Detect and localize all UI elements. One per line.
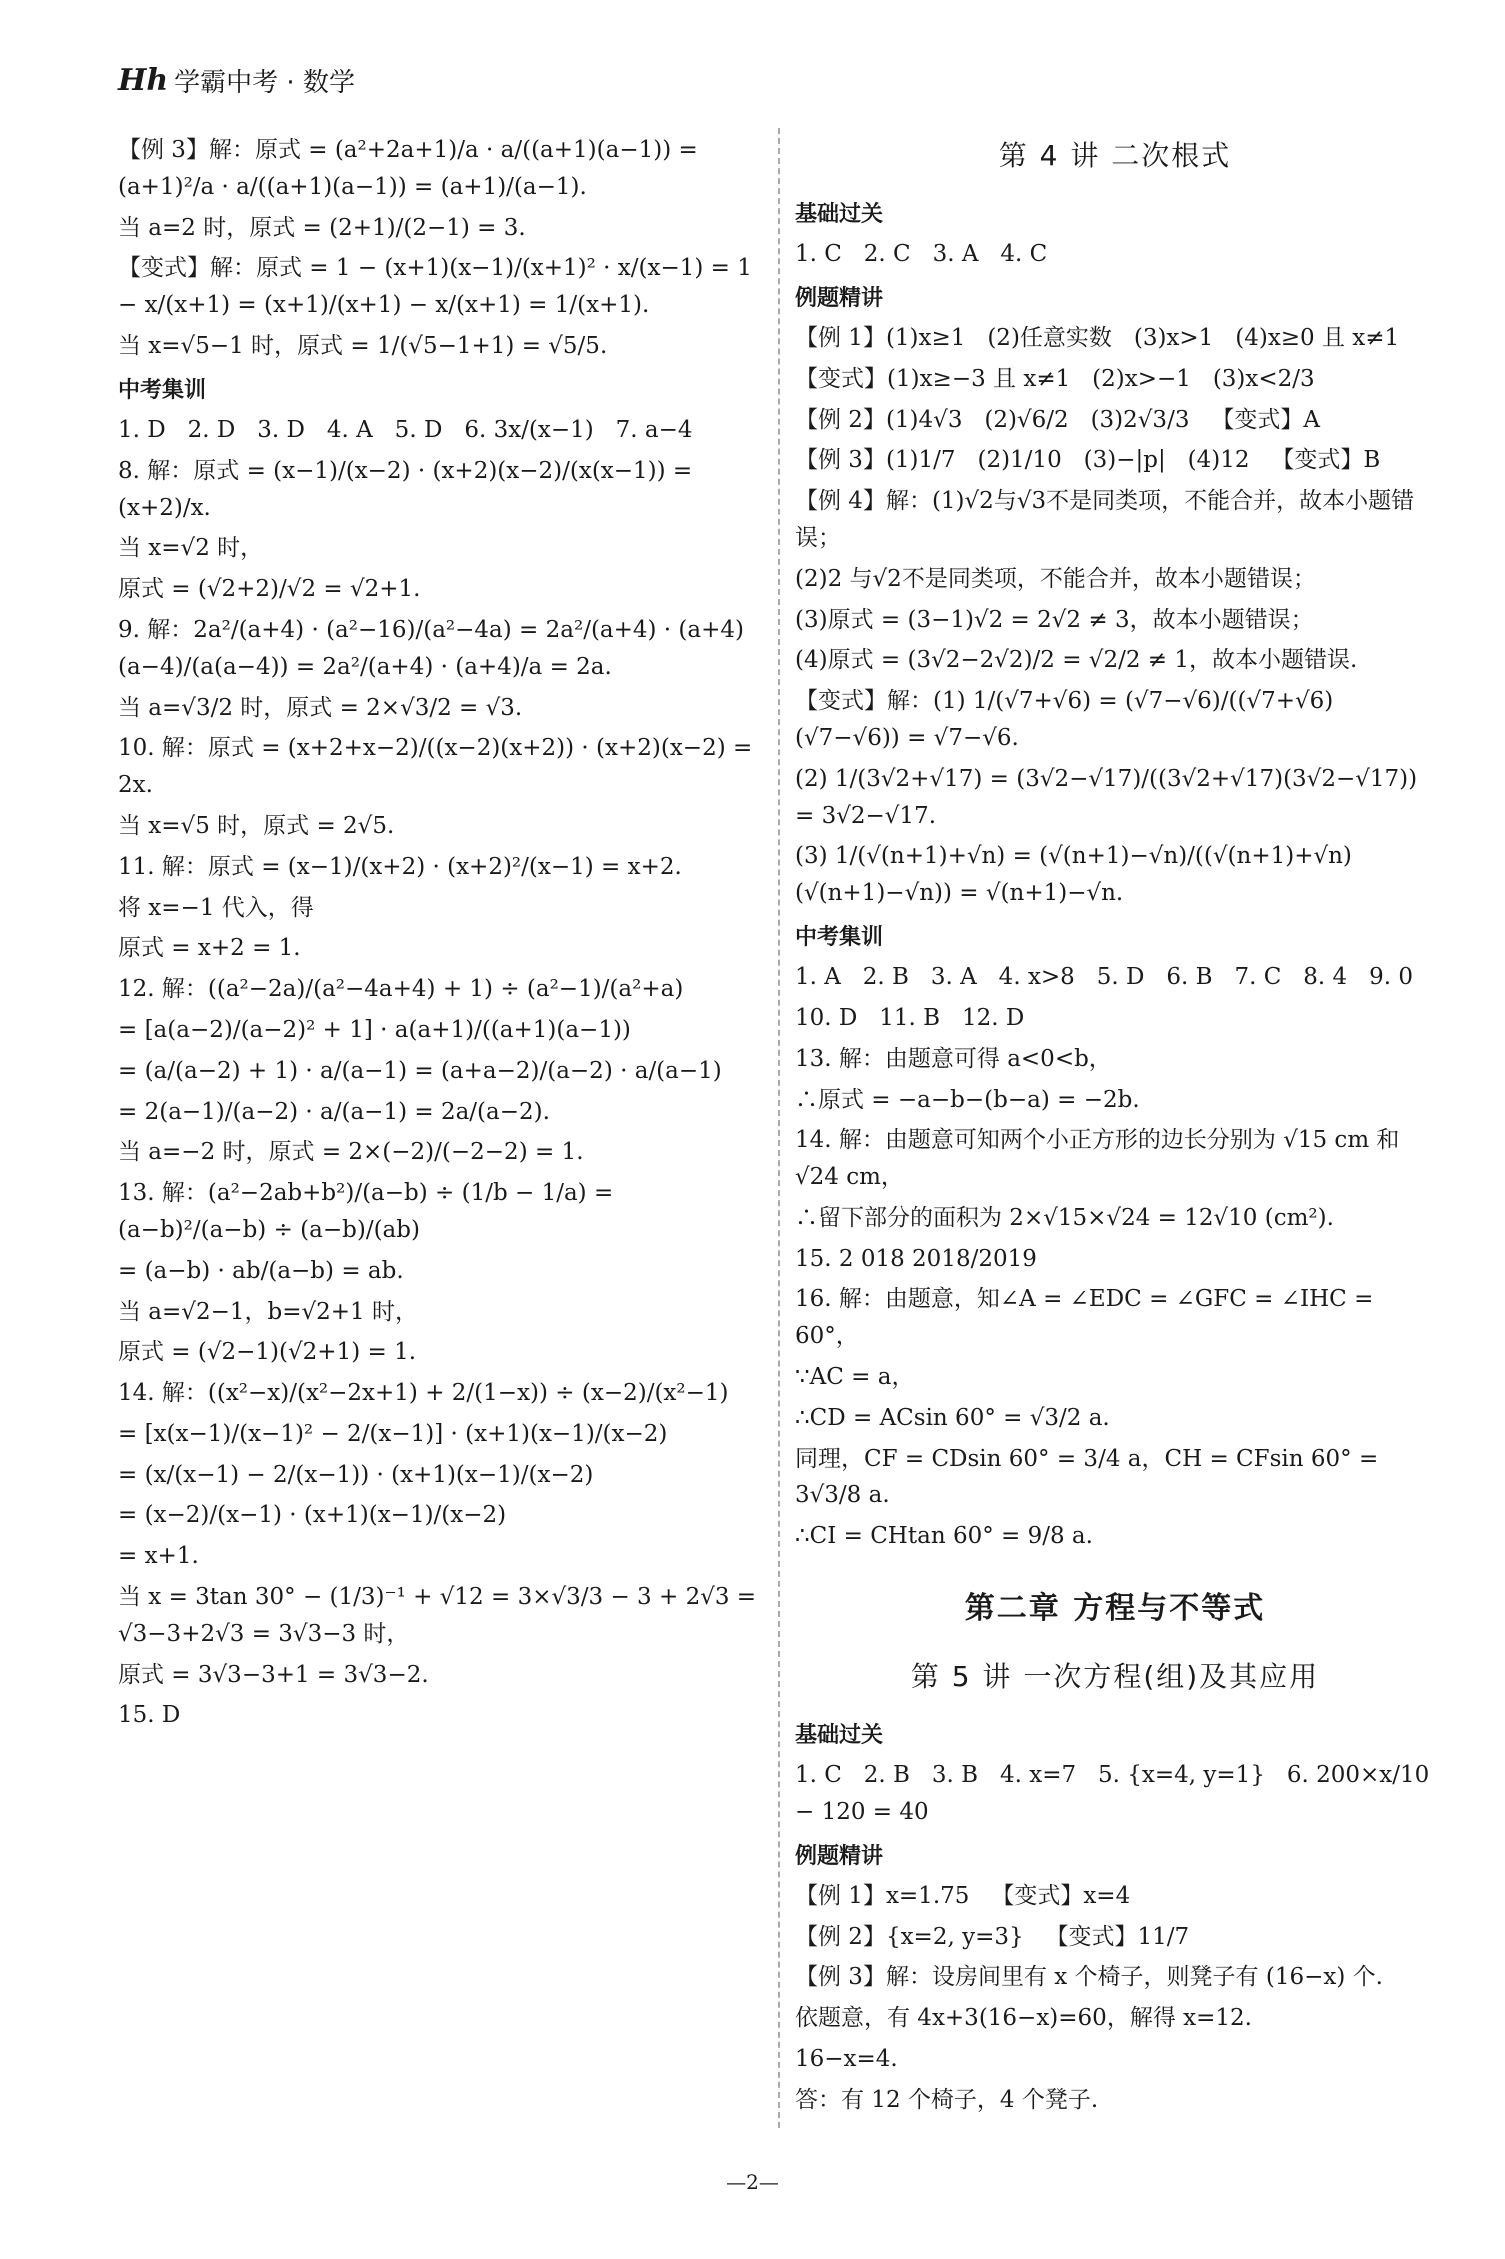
problem-16-line: ∴CI = CHtan 60° = 9/8 a. <box>795 1523 1093 1550</box>
section-heading-examples: 例题精讲 <box>795 285 884 311</box>
problem-10-line: 当 x=√5 时，原式 = 2√5. <box>118 812 395 839</box>
section-heading-basic: 基础过关 <box>795 1722 884 1748</box>
problem-12: 12. 解：((a²−2a)/(a²−4a+4) + 1) ÷ (a²−1)/(a²+a) <box>118 976 684 1003</box>
problem-14-line: = [x(x−1)/(x−1)² − 2/(x−1)] · (x+1)(x−1)/(x−2) <box>118 1420 668 1447</box>
problem-12-line: 当 a=−2 时，原式 = 2×(−2)/(−2−2) = 1. <box>118 1139 584 1166</box>
right-column <box>795 128 1435 2123</box>
problem-11-line: 原式 = x+2 = 1. <box>118 935 301 962</box>
section-heading-examples: 例题精讲 <box>795 1843 884 1869</box>
problem-14-line: = (x/(x−1) − 2/(x−1)) · (x+1)(x−1)/(x−2) <box>118 1461 594 1488</box>
problem-16-line: ∴CD = ACsin 60° = √3/2 a. <box>795 1404 1110 1431</box>
basic-answers: 1. C 2. B 3. B 4. x=7 5. {x=4, y=1} 6. 200×x/10 − 120 = 40 <box>795 1762 1437 1825</box>
problem-12-line: = 2(a−1)/(a−2) · a/(a−1) = 2a/(a−2). <box>118 1098 550 1125</box>
brand-logo: Hh <box>118 63 169 98</box>
problem-14-line: ∴留下部分的面积为 2×√15×√24 = 12√10 (cm²). <box>795 1204 1334 1231</box>
problem-8-line: 原式 = (√2+2)/√2 = √2+1. <box>118 576 421 603</box>
section-heading-basic: 基础过关 <box>795 201 884 227</box>
section-heading-zhongkao: 中考集训 <box>118 377 207 403</box>
problem-14-line: 原式 = 3√3−3+1 = 3√3−2. <box>118 1661 429 1688</box>
example-2: 【例 2】(1)4√3 (2)√6/2 (3)2√3/3 【变式】A <box>795 406 1320 433</box>
problem-13: 13. 解：由题意可得 a<0<b， <box>795 1045 1112 1072</box>
answer-15: 15. 2 018 2018/2019 <box>795 1245 1037 1272</box>
problem-13-line: 原式 = (√2−1)(√2+1) = 1. <box>118 1339 417 1366</box>
example-4-line: (2)2 与√2不是同类项，不能合并，故本小题错误； <box>795 565 1316 592</box>
problem-14: 14. 解：由题意可知两个小正方形的边长分别为 √15 cm 和 √24 cm， <box>795 1127 1407 1191</box>
column-divider <box>778 128 780 2128</box>
problem-16-line: ∵AC = a， <box>795 1364 915 1391</box>
problem-14-line: 当 x = 3tan 30° − (1/3)⁻¹ + √12 = 3×√3/3 − 3 + 2√3 = √3−3+2√3 = 3√3−3 时， <box>118 1584 764 1647</box>
example-3: 【例 3】解：设房间里有 x 个椅子，则凳子有 (16−x) 个. <box>795 1964 1383 1991</box>
problem-14-line: = (x−2)/(x−1) · (x+1)(x−1)/(x−2) <box>118 1502 507 1529</box>
problem-8: 8. 解：原式 = (x−1)/(x−2) · (x+2)(x−2)/(x(x−1)) = (x+2)/x. <box>118 457 700 521</box>
problem-13-line: = (a−b) · ab/(a−b) = ab. <box>118 1257 404 1284</box>
problem-11: 11. 解：原式 = (x−1)/(x+2) · (x+2)²/(x−1) = x+2. <box>118 853 682 880</box>
example-3: 【例 3】(1)1/7 (2)1/10 (3)−|p| (4)12 【变式】B <box>795 447 1381 474</box>
example-3-answer: 答：有 12 个椅子，4 个凳子. <box>795 2086 1099 2113</box>
problem-10: 10. 解：原式 = (x+2+x−2)/((x−2)(x+2)) · (x+2)(x−2) = 2x. <box>118 735 760 799</box>
problem-13-line: ∴原式 = −a−b−(b−a) = −2b. <box>795 1086 1140 1113</box>
left-column <box>118 128 764 1738</box>
problem-9-line: 当 a=√3/2 时，原式 = 2×√3/2 = √3. <box>118 694 523 721</box>
answers-10-12: 10. D 11. B 12. D <box>795 1004 1025 1031</box>
example-1: 【例 1】(1)x≥1 (2)任意实数 (3)x>1 (4)x≥0 且 x≠1 <box>795 324 1400 351</box>
example-4-line: (3)原式 = (3−1)√2 = 2√2 ≠ 3，故本小题错误； <box>795 606 1314 633</box>
example3-solution: 【例 3】解：原式 = (a²+2a+1)/a · a/((a+1)(a−1)) = (a+1)²/a · a/((a+1)(a−1)) = (a+1)/(a−1). <box>118 137 706 200</box>
problem-8-line: 当 x=√2 时， <box>118 535 264 562</box>
example-4-variant-line: (3) 1/(√(n+1)+√n) = (√(n+1)−√n)/((√(n+1)+√n)(√(n+1)−√n)) = √(n+1)−√n. <box>795 843 1352 907</box>
example-4-variant-line: (2) 1/(3√2+√17) = (3√2−√17)/((3√2+√17)(3√2−√17)) = 3√2−√17. <box>795 765 1425 829</box>
example-3-line: 16−x=4. <box>795 2046 898 2073</box>
lecture-4-title: 第 4 讲 二次根式 <box>998 139 1232 172</box>
problem-9: 9. 解：2a²/(a+4) · (a²−16)/(a²−4a) = 2a²/(a+4) · (a+4)(a−4)/(a(a−4)) = 2a²/(a+4) · (a+4)/a = 2a. <box>118 616 744 680</box>
problem-12-line: = [a(a−2)/(a−2)² + 1] · a(a+1)/((a+1)(a−1)) <box>118 1016 631 1043</box>
example-1-variant: 【变式】(1)x≥−3 且 x≠1 (2)x>−1 (3)x<2/3 <box>795 365 1315 392</box>
answer-15: 15. D <box>118 1702 181 1729</box>
problem-16-line: 同理，CF = CDsin 60° = 3/4 a，CH = CFsin 60° = 3√3/8 a. <box>795 1445 1386 1509</box>
chapter-2-title: 第二章 方程与不等式 <box>964 1591 1266 1627</box>
example-4-variant: 【变式】解：(1) 1/(√7+√6) = (√7−√6)/((√7+√6)(√7−√6)) = √7−√6. <box>795 688 1334 751</box>
example-4-line: (4)原式 = (3√2−2√2)/2 = √2/2 ≠ 1，故本小题错误. <box>795 647 1358 674</box>
problem-16: 16. 解：由题意，知∠A = ∠EDC = ∠GFC = ∠IHC = 60°， <box>795 1286 1381 1350</box>
problem-11-line: 将 x=−1 代入，得 <box>118 894 314 921</box>
example-3-line: 依题意，有 4x+3(16−x)=60，解得 x=12. <box>795 2005 1252 2032</box>
problem-13: 13. 解：(a²−2ab+b²)/(a−b) ÷ (1/b − 1/a) = (a−b)²/(a−b) ÷ (a−b)/(ab) <box>118 1180 621 1243</box>
page-header <box>118 62 355 99</box>
problem-14-line: = x+1. <box>118 1543 199 1570</box>
example-1: 【例 1】x=1.75 【变式】x=4 <box>795 1882 1131 1909</box>
lecture-5-title: 第 5 讲 一次方程(组)及其应用 <box>910 1660 1320 1694</box>
problem-12-line: = (a/(a−2) + 1) · a/(a−1) = (a+a−2)/(a−2) · a/(a−1) <box>118 1057 722 1084</box>
variant-solution: 【变式】解：原式 = 1 − (x+1)(x−1)/(x+1)² · x/(x−1) = 1 − x/(x+1) = (x+1)/(x+1) − x/(x+1) = 1/(x+1). <box>118 255 760 319</box>
problem-13-line: 当 a=√2−1，b=√2+1 时， <box>118 1298 418 1325</box>
section-heading-zhongkao: 中考集训 <box>795 924 884 950</box>
variant-eval: 当 x=√5−1 时，原式 = 1/(√5−1+1) = √5/5. <box>118 332 608 359</box>
example3-eval: 当 a=2 时，原式 = (2+1)/(2−1) = 3. <box>118 214 526 241</box>
header-title: 学霸中考 · 数学 <box>174 68 355 98</box>
page-number: —2— <box>726 2170 779 2194</box>
basic-answers: 1. C 2. C 3. A 4. C <box>795 240 1048 267</box>
problem-14: 14. 解：((x²−x)/(x²−2x+1) + 2/(1−x)) ÷ (x−2)/(x²−1) <box>118 1380 729 1407</box>
answers-1-9: 1. A 2. B 3. A 4. x>8 5. D 6. B 7. C 8. 4 9. 0 <box>795 964 1413 991</box>
example-2: 【例 2】{x=2, y=3} 【变式】11/7 <box>795 1923 1190 1950</box>
answers-1-7: 1. D 2. D 3. D 4. A 5. D 6. 3x/(x−1) 7. a−4 <box>118 416 693 443</box>
example-4: 【例 4】解：(1)√2与√3不是同类项，不能合并，故本小题错误； <box>795 488 1415 551</box>
